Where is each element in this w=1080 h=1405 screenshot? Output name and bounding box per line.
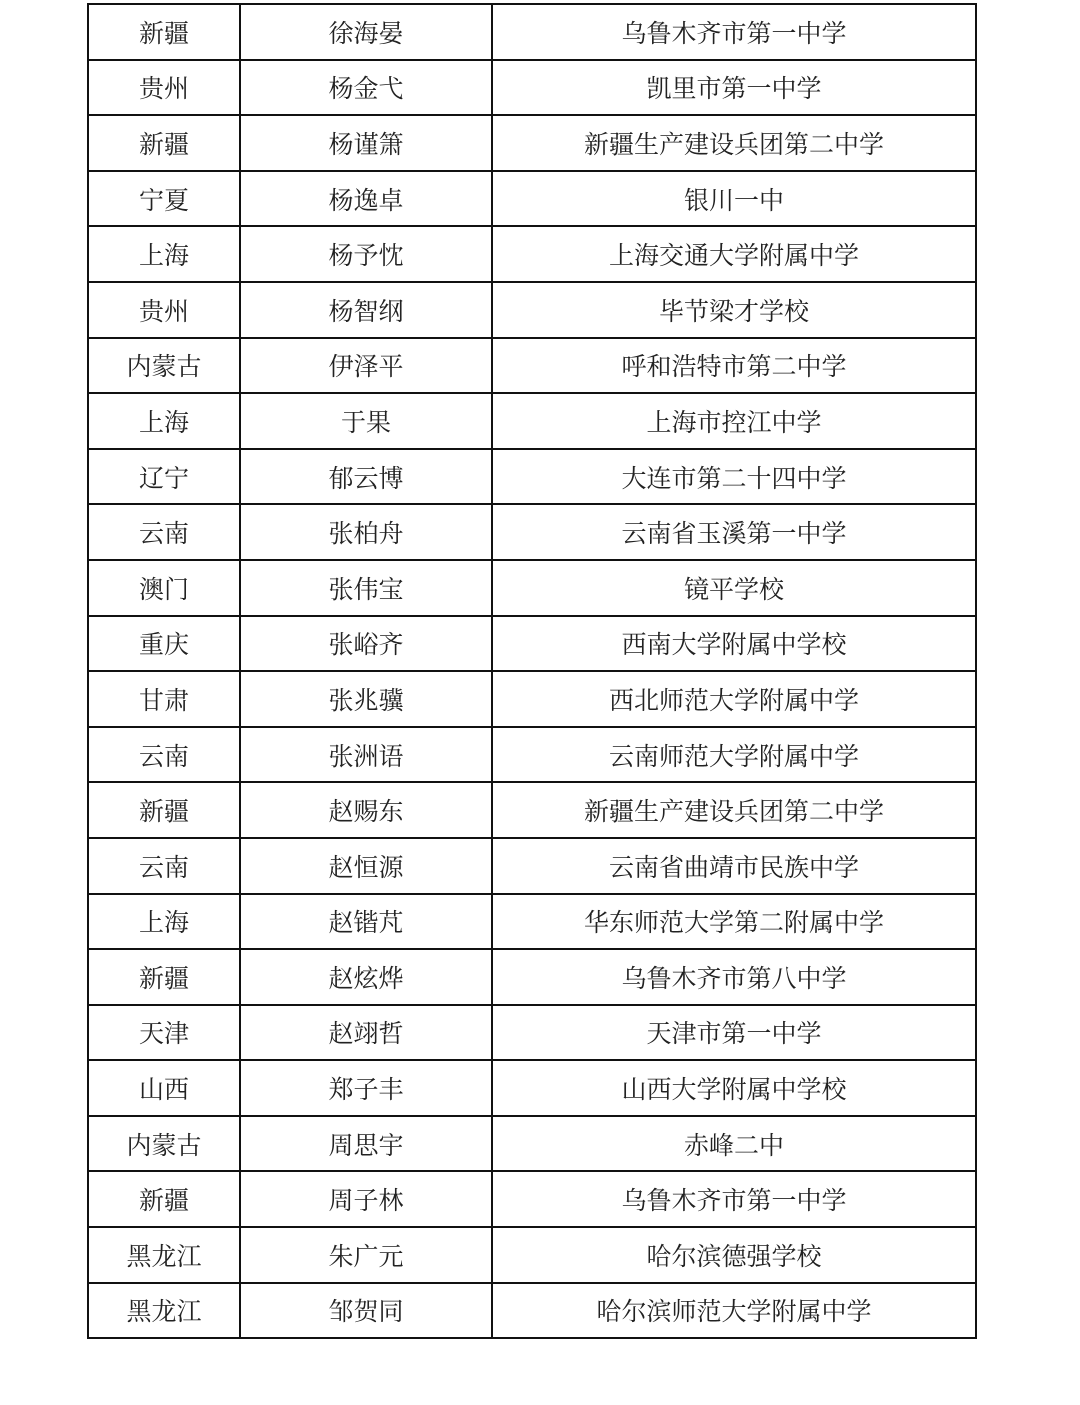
school-cell: 山西大学附属中学校 xyxy=(492,1060,976,1116)
student-name-cell: 杨金弋 xyxy=(240,60,492,116)
school-cell: 镜平学校 xyxy=(492,560,976,616)
table-row xyxy=(88,282,976,338)
province-cell: 云南 xyxy=(88,504,240,560)
student-name-cell: 伊泽平 xyxy=(240,338,492,394)
province-cell: 重庆 xyxy=(88,616,240,672)
student-name-cell: 朱广元 xyxy=(240,1227,492,1283)
student-name-cell: 杨谨箫 xyxy=(240,115,492,171)
school-cell: 乌鲁木齐市第一中学 xyxy=(492,4,976,60)
school-cell: 银川一中 xyxy=(492,171,976,227)
student-name-cell: 郑子丰 xyxy=(240,1060,492,1116)
student-name-cell: 杨智纲 xyxy=(240,282,492,338)
school-cell: 凯里市第一中学 xyxy=(492,60,976,116)
school-cell: 赤峰二中 xyxy=(492,1116,976,1172)
table-row xyxy=(88,1283,976,1339)
table-row xyxy=(88,616,976,672)
school-cell: 哈尔滨师范大学附属中学 xyxy=(492,1283,976,1339)
student-name-cell: 邹贺同 xyxy=(240,1283,492,1339)
province-cell: 贵州 xyxy=(88,60,240,116)
school-cell: 哈尔滨德强学校 xyxy=(492,1227,976,1283)
student-list-table xyxy=(87,3,977,1339)
school-cell: 云南省玉溪第一中学 xyxy=(492,504,976,560)
table-row xyxy=(88,671,976,727)
student-name-cell: 赵赐东 xyxy=(240,782,492,838)
student-name-cell: 徐海晏 xyxy=(240,4,492,60)
table-row xyxy=(88,449,976,505)
province-cell: 天津 xyxy=(88,1005,240,1061)
school-cell: 新疆生产建设兵团第二中学 xyxy=(492,115,976,171)
table-row xyxy=(88,1005,976,1061)
province-cell: 澳门 xyxy=(88,560,240,616)
table-row xyxy=(88,894,976,950)
table-row xyxy=(88,393,976,449)
school-cell: 华东师范大学第二附属中学 xyxy=(492,894,976,950)
school-cell: 上海市控江中学 xyxy=(492,393,976,449)
province-cell: 贵州 xyxy=(88,282,240,338)
province-cell: 甘肃 xyxy=(88,671,240,727)
school-cell: 云南省曲靖市民族中学 xyxy=(492,838,976,894)
province-cell: 新疆 xyxy=(88,4,240,60)
province-cell: 新疆 xyxy=(88,115,240,171)
province-cell: 黑龙江 xyxy=(88,1283,240,1339)
province-cell: 内蒙古 xyxy=(88,1116,240,1172)
table-row xyxy=(88,504,976,560)
student-name-cell: 张伟宝 xyxy=(240,560,492,616)
school-cell: 乌鲁木齐市第一中学 xyxy=(492,1171,976,1227)
student-name-cell: 张洲语 xyxy=(240,727,492,783)
province-cell: 上海 xyxy=(88,226,240,282)
table-row xyxy=(88,1060,976,1116)
student-name-cell: 赵恒源 xyxy=(240,838,492,894)
table-row xyxy=(88,115,976,171)
province-cell: 宁夏 xyxy=(88,171,240,227)
school-cell: 呼和浩特市第二中学 xyxy=(492,338,976,394)
province-cell: 云南 xyxy=(88,838,240,894)
table-row xyxy=(88,338,976,394)
table-row xyxy=(88,4,976,60)
province-cell: 辽宁 xyxy=(88,449,240,505)
school-cell: 大连市第二十四中学 xyxy=(492,449,976,505)
school-cell: 西北师范大学附属中学 xyxy=(492,671,976,727)
province-cell: 上海 xyxy=(88,393,240,449)
table-body xyxy=(88,4,976,1338)
province-cell: 新疆 xyxy=(88,949,240,1005)
student-name-cell: 张兆骥 xyxy=(240,671,492,727)
table-row xyxy=(88,727,976,783)
province-cell: 上海 xyxy=(88,894,240,950)
school-cell: 上海交通大学附属中学 xyxy=(492,226,976,282)
table-row xyxy=(88,782,976,838)
student-name-cell: 杨予忱 xyxy=(240,226,492,282)
province-cell: 山西 xyxy=(88,1060,240,1116)
table-row xyxy=(88,1227,976,1283)
student-name-cell: 赵炫烨 xyxy=(240,949,492,1005)
table-row xyxy=(88,838,976,894)
school-cell: 乌鲁木齐市第八中学 xyxy=(492,949,976,1005)
student-name-cell: 杨逸卓 xyxy=(240,171,492,227)
table-row xyxy=(88,60,976,116)
school-cell: 天津市第一中学 xyxy=(492,1005,976,1061)
school-cell: 西南大学附属中学校 xyxy=(492,616,976,672)
table-row xyxy=(88,560,976,616)
province-cell: 黑龙江 xyxy=(88,1227,240,1283)
student-name-cell: 赵锴芃 xyxy=(240,894,492,950)
table-row xyxy=(88,171,976,227)
student-name-cell: 周子林 xyxy=(240,1171,492,1227)
student-name-cell: 张峪齐 xyxy=(240,616,492,672)
table-row xyxy=(88,949,976,1005)
table-row xyxy=(88,226,976,282)
student-name-cell: 赵翊哲 xyxy=(240,1005,492,1061)
student-name-cell: 张柏舟 xyxy=(240,504,492,560)
student-name-cell: 郁云博 xyxy=(240,449,492,505)
province-cell: 新疆 xyxy=(88,782,240,838)
student-name-cell: 周思宇 xyxy=(240,1116,492,1172)
school-cell: 毕节梁才学校 xyxy=(492,282,976,338)
province-cell: 云南 xyxy=(88,727,240,783)
student-name-cell: 于果 xyxy=(240,393,492,449)
province-cell: 内蒙古 xyxy=(88,338,240,394)
province-cell: 新疆 xyxy=(88,1171,240,1227)
table-row xyxy=(88,1171,976,1227)
table-row xyxy=(88,1116,976,1172)
school-cell: 云南师范大学附属中学 xyxy=(492,727,976,783)
school-cell: 新疆生产建设兵团第二中学 xyxy=(492,782,976,838)
